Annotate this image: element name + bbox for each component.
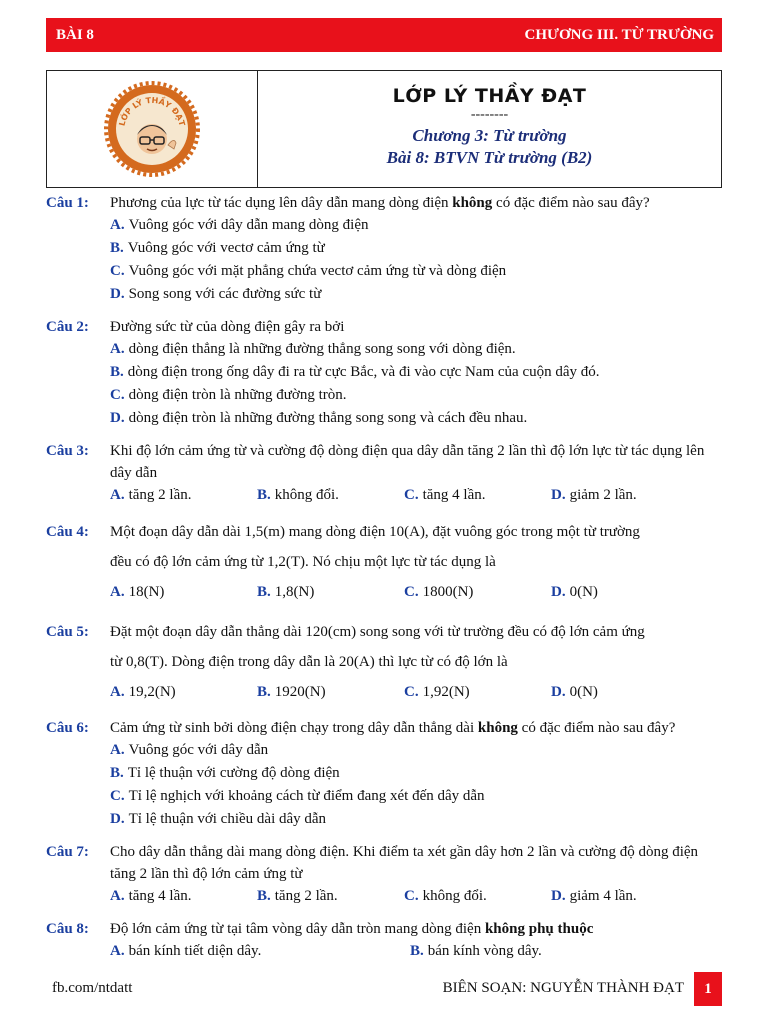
logo-cell (47, 71, 258, 187)
options-row (110, 940, 726, 963)
option-b: B. Tỉ lệ thuận với cường độ dòng điện (110, 765, 340, 781)
option-b: B. dòng điện trong ống dây đi ra từ cực Bắc, và đi vào cực Nam của cuộn dây đó. (110, 364, 600, 380)
question-text: Cảm ứng từ sinh bởi dòng điện chạy trong dây dẫn thẳng dài không có đặc điểm nào sau đây? (110, 720, 676, 736)
question-number: Câu 7: (46, 844, 89, 860)
option-a: A. 19,2(N) (110, 684, 176, 700)
question-3 (46, 440, 726, 507)
option-b: B. tăng 2 lần. (257, 888, 338, 904)
option-c: C. 1800(N) (404, 584, 474, 600)
question-text: Độ lớn cảm ứng từ tại tâm vòng dây dẫn tròn mang dòng điện không phụ thuộc (110, 921, 594, 937)
option-a: A. Vuông góc với dây dẫn mang dòng điện (110, 217, 369, 233)
page-number: 1 (694, 972, 722, 1006)
option-d: D. giảm 2 lần. (551, 487, 637, 503)
question-6 (46, 717, 726, 831)
option-b: B. không đổi. (257, 487, 339, 503)
chapter-title: Chương 3: Từ trường (412, 126, 567, 145)
question-8 (46, 918, 726, 963)
option-c: C. không đổi. (404, 888, 487, 904)
question-text-line-2: đều có độ lớn cảm ứng từ 1,2(T). Nó chịu một lực từ tác dụng là (110, 554, 496, 570)
options-row (110, 577, 726, 607)
question-text: Đường sức từ của dòng điện gây ra bởi (110, 319, 345, 335)
option-c: C. tăng 4 lần. (404, 487, 486, 503)
lesson-title: Bài 8: BTVN Từ trường (B2) (386, 148, 593, 167)
option-d: D. giảm 4 lần. (551, 888, 637, 904)
title-box (46, 70, 722, 188)
option-c: C. 1,92(N) (404, 684, 470, 700)
option-d: D. Tỉ lệ thuận với chiều dài dây dẫn (110, 811, 327, 827)
title-cell (258, 71, 721, 187)
option-a: A. dòng điện thẳng là những đường thẳng song song với dòng điện. (110, 341, 516, 357)
option-b: B. Vuông góc với vectơ cảm ứng từ (110, 240, 325, 256)
class-title: LỚP LÝ THẦY ĐẠT (392, 85, 587, 107)
question-text: Phương của lực từ tác dụng lên dây dẫn mang dòng điện không có đặc điểm nào sau đây? (110, 195, 650, 211)
question-number: Câu 8: (46, 921, 89, 937)
option-d: D. 0(N) (551, 584, 598, 600)
options-row (110, 677, 726, 707)
question-list (46, 192, 726, 973)
question-5 (46, 617, 726, 707)
question-number: Câu 2: (46, 319, 89, 335)
facebook-link[interactable]: fb.com/ntdatt (52, 980, 133, 996)
question-number: Câu 3: (46, 443, 89, 459)
question-number: Câu 4: (46, 524, 89, 540)
lesson-tag: BÀI 8 (56, 26, 94, 43)
option-b: B. 1,8(N) (257, 584, 315, 600)
options-row (110, 885, 726, 908)
class-logo (104, 81, 200, 177)
option-c: C. dòng điện tròn là những đường tròn. (110, 387, 347, 403)
author-credit: BIÊN SOẠN: NGUYỄN THÀNH ĐẠT (442, 980, 684, 996)
question-2 (46, 316, 726, 430)
question-text-line-1: Một đoạn dây dẫn dài 1,5(m) mang dòng điện 10(A), đặt vuông góc trong một từ trường (110, 524, 640, 540)
question-number: Câu 1: (46, 195, 89, 211)
option-a: A. bán kính tiết diện dây. (110, 943, 262, 959)
option-b: B. bán kính vòng dây. (410, 943, 542, 959)
option-a: A. tăng 4 lần. (110, 888, 192, 904)
option-d: D. 0(N) (551, 684, 598, 700)
question-text: Khi độ lớn cảm ứng từ và cường độ dòng điện qua dây dẫn tăng 2 lần thì độ lớn lực từ tác dụng lên dây dẫn (110, 443, 705, 481)
question-number: Câu 6: (46, 720, 89, 736)
question-text: Cho dây dẫn thẳng dài mang dòng điện. Khi điểm ta xét gần dây hơn 2 lần và cường độ dòng điện tăng 2 lần thì độ lớn cảm ứng từ (110, 844, 699, 882)
title-divider: -------- (470, 107, 509, 122)
option-a: A. 18(N) (110, 584, 165, 600)
option-c: C. Vuông góc với mặt phẳng chứa vectơ cảm ứng từ và dòng điện (110, 263, 507, 279)
question-4 (46, 517, 726, 607)
option-b: B. 1920(N) (257, 684, 326, 700)
logo-text: LỚP LÝ THẦY ĐẠT (117, 95, 187, 127)
question-text-line-1: Đặt một đoạn dây dẫn thẳng dài 120(cm) song song với từ trường đều có độ lớn cảm ứng (110, 624, 645, 640)
question-number: Câu 5: (46, 624, 89, 640)
question-7 (46, 841, 726, 908)
option-a: A. Vuông góc với dây dẫn (110, 742, 269, 758)
option-c: C. Tỉ lệ nghịch với khoảng cách từ điểm đang xét đến dây dẫn (110, 788, 485, 804)
top-header-bar (46, 18, 722, 52)
option-d: D. Song song với các đường sức từ (110, 286, 322, 302)
options-row (110, 484, 726, 507)
option-d: D. dòng điện tròn là những đường thẳng song song và cách đều nhau. (110, 410, 528, 426)
option-a: A. tăng 2 lần. (110, 487, 192, 503)
question-text-line-2: từ 0,8(T). Dòng điện trong dây dẫn là 20(A) thì lực từ có độ lớn là (110, 654, 508, 670)
question-1 (46, 192, 726, 306)
chapter-tag: CHƯƠNG III. TỪ TRƯỜNG (524, 26, 714, 43)
